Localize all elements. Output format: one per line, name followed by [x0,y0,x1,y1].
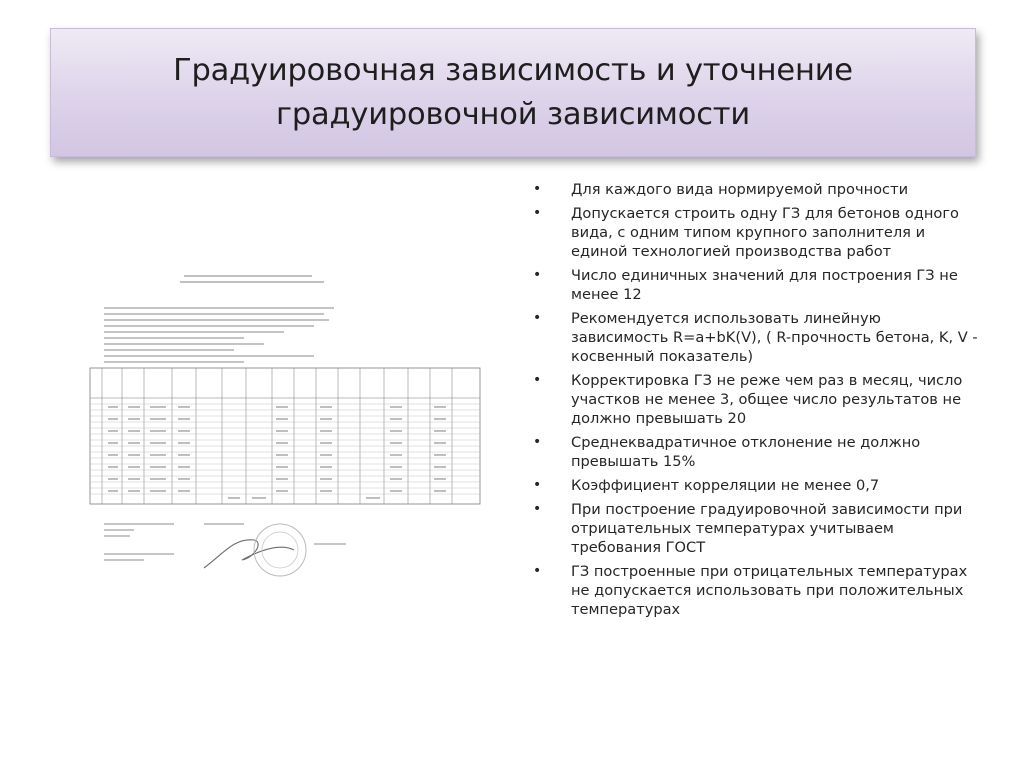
scanned-document-image [84,268,484,590]
title-box [50,28,976,157]
bullet-list [532,180,982,624]
bullet-item: • Для каждого вида нормируемой прочности [533,181,909,198]
bullet-item: • Среднеквадратичное отклонение не должно превышать 15% [533,434,921,470]
bullet-icon: • [533,434,542,450]
bullet-icon: • [533,563,542,579]
bullet-item: • Корректировка ГЗ не реже чем раз в месяц, число участков не менее 3, общее число результатов не должно превышать 20 [533,372,963,427]
slide-title [173,49,853,137]
bullet-icon: • [533,181,542,197]
bullet-icon: • [533,267,542,283]
bullet-item: • При построение градуировочной зависимости при отрицательных температурах учитываем требования ГОСТ [533,501,963,556]
bullet-icon: • [533,477,542,493]
bullet-item: • ГЗ построенные при отрицательных температурах не допускается использовать при положительных температурах [533,563,968,618]
bullet-icon: • [533,205,542,221]
bullet-item: • Коэффициент корреляции не менее 0,7 [533,477,880,494]
title-line-2: градуировочной зависимости [276,96,750,132]
bullet-item: • Допускается строить одну ГЗ для бетонов одного вида, с одним типом крупного заполнителя и единой технологией производства работ [533,205,959,260]
bullet-icon: • [533,501,542,517]
bullet-item: • Рекомендуется использовать линейную зависимость R=a+bK(V), ( R-прочность бетона, K, V - косвенный показатель) [533,310,978,365]
bullet-icon: • [533,310,542,326]
title-line-1: Градуировочная зависимость и уточнение [173,52,853,88]
bullet-item: • Число единичных значений для построения ГЗ не менее 12 [533,267,958,303]
bullet-icon: • [533,372,542,388]
